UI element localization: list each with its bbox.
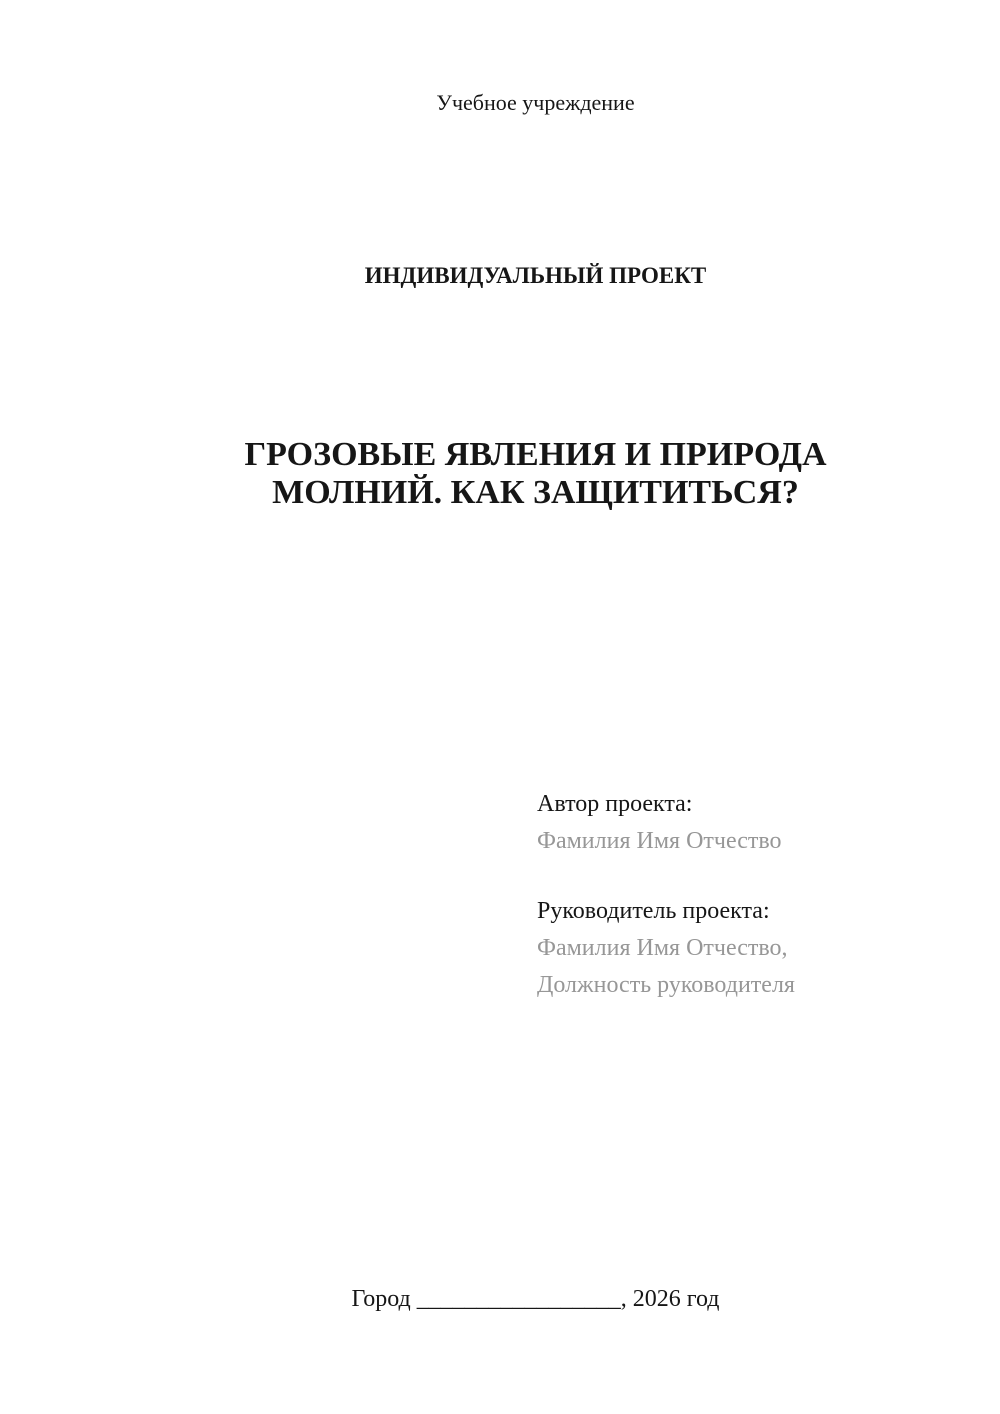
city-year-line: Город _________________, 2026 год: [351, 1286, 720, 1312]
project-type-heading: ИНДИВИДУАЛЬНЫЙ ПРОЕКТ: [364, 263, 707, 288]
supervisor-position-placeholder: Должность руководителя: [537, 972, 795, 998]
project-title-line-2: МОЛНИЙ. КАК ЗАЩИТИТЬСЯ?: [272, 474, 799, 511]
credits-block: [537, 786, 795, 1004]
institution-name: Учебное учреждение: [436, 90, 635, 115]
supervisor-name-placeholder: Фамилия Имя Отчество,: [537, 935, 788, 961]
author-name-placeholder: Фамилия Имя Отчество: [537, 828, 782, 854]
supervisor-label: Руководитель проекта:: [537, 898, 770, 924]
project-title: [142, 436, 929, 512]
author-label: Автор проекта:: [537, 791, 693, 817]
supervisor-block: [537, 893, 795, 1004]
page-content: [142, 0, 929, 1414]
project-title-line-1: ГРОЗОВЫЕ ЯВЛЕНИЯ И ПРИРОДА: [244, 436, 827, 473]
